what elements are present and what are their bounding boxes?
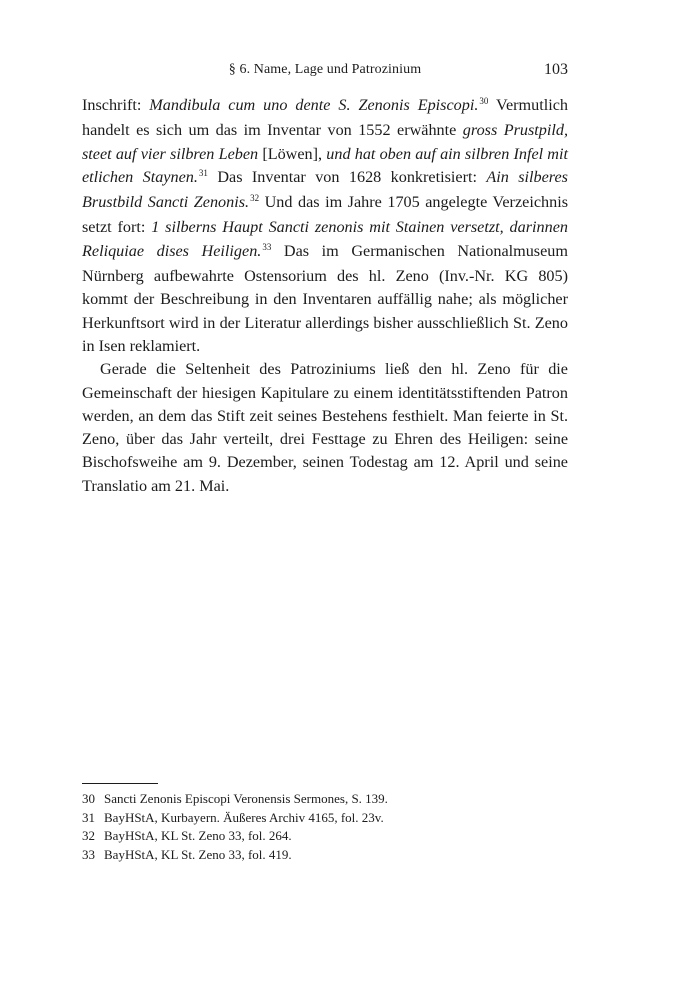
quote-italic: Mandibula cum uno dente S. Zenonis Episcopi. [149, 96, 479, 114]
footnote-number: 30 [82, 791, 95, 806]
quote-italic: 1 silberns Haupt Sancti zenonis mit Stainen versetzt, darinnen Reliquiae dises Heiligen. [82, 218, 568, 260]
quote-italic: und hat oben auf ain silbren Infel mit etlichen Staynen. [82, 144, 568, 186]
text-span: Und das im Jahre 1705 angelegte Verzeichnis setzt fort: [82, 193, 568, 237]
page-number: 103 [544, 61, 568, 78]
footnote-ref-33[interactable]: 33 [262, 241, 272, 252]
main-text [82, 94, 568, 498]
text-span: [Löwen], [258, 144, 327, 163]
paragraph-2: Gerade die Seltenheit des Patroziniums ließ den hl. Zeno für die Gemeinschaft der hiesigen Kapitulare zu einem identitätsstiftenden Patron werden, an dem das Stift zeit seines Bestehens festhielt. Man feierte in St. Zeno, über das Jahr verteilt, drei Festtage zu Ehren des Heiligen: seine Bischofsweihe am 9. Dezember, seinen Todestag am 12. April und seine Translatio am 21. Mai. [82, 360, 568, 495]
text-span: Vermutlich handelt es sich um das im Inventar von 1552 erwähnte [82, 96, 568, 140]
paragraph-1 [82, 94, 568, 358]
footnote-text: BayHStA, Kurbayern. Äußeres Archiv 4165, fol. 23v. [104, 809, 384, 825]
footnote-30 [82, 790, 568, 809]
footnote-ref-32[interactable]: 32 [250, 193, 260, 204]
footnote-number: 32 [82, 828, 95, 843]
footnotes [82, 790, 568, 864]
running-title: § 6. Name, Lage und Patrozinium [228, 62, 422, 77]
text-span: Inschrift: [82, 96, 150, 114]
footnote-33 [82, 846, 568, 865]
footnote-divider [82, 783, 158, 784]
footnote-ref-31[interactable]: 31 [198, 167, 208, 178]
text-span: Das im Germanischen Nationalmuseum Nürnberg aufbewahrte Ostensorium des hl. Zeno (Inv.-Nr. KG 805) kommt der Beschreibung in den Inventaren auffällig nahe; als möglicher Herkunftsort wird in der Literatur allerdings bisher ausschließlich St. Zeno in Isen reklamiert. [82, 241, 568, 355]
footnote-text: Sancti Zenonis Episcopi Veronensis Sermones, S. 139. [104, 791, 388, 806]
footnote-ref-30[interactable]: 30 [479, 96, 489, 106]
footnote-text: BayHStA, KL St. Zeno 33, fol. 419. [104, 846, 292, 862]
footnote-31 [82, 809, 568, 828]
quote-italic: gross Prustpild, steet auf vier silbren Leben [82, 121, 569, 163]
footnote-number: 31 [82, 809, 95, 825]
footnote-text: BayHStA, KL St. Zeno 33, fol. 264. [104, 828, 292, 843]
text-span: Das Inventar von 1628 konkretisiert: [207, 167, 487, 186]
quote-italic: Ain silberes Brustbild Sancti Zenonis. [82, 167, 568, 212]
footnote-number: 33 [82, 846, 95, 862]
footnote-32 [82, 827, 568, 846]
running-header [82, 62, 568, 82]
